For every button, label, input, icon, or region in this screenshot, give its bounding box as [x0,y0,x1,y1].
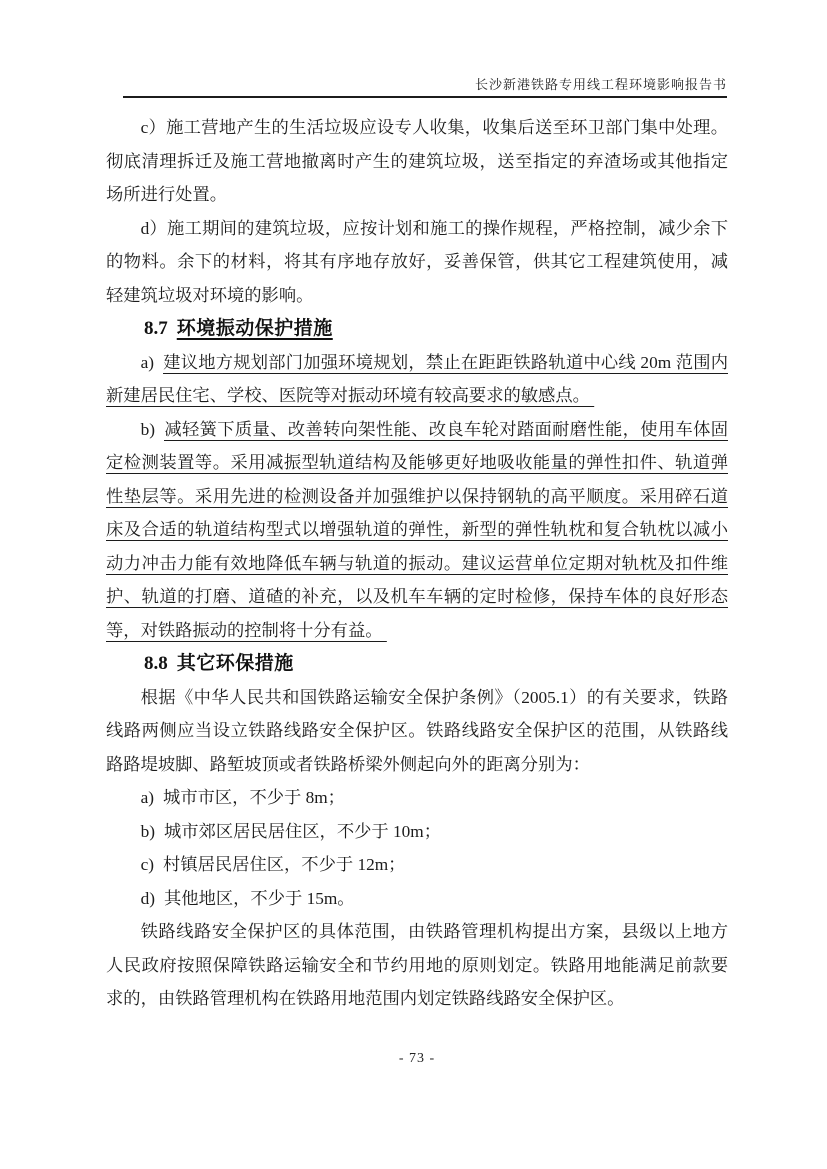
paragraph-waste-c: c）施工营地产生的生活垃圾应设专人收集，收集后送至环卫部门集中处理。彻底清理拆迁及施工营地撤离时产生的建筑垃圾，送至指定的弃渣场或其他指定场所进行处置。 [106,118,728,204]
document-body [106,111,728,1016]
vibration-measure-item-b [106,413,728,648]
list-marker: b) [140,419,155,439]
list-marker: a) [140,788,155,807]
safety-distance-item [106,781,728,815]
page-footer [106,1051,728,1067]
safety-distance-item [106,848,728,882]
paragraph-safety-final: 铁路线路安全保护区的具体范围，由铁路管理机构提出方案，县级以上地方人民政府按照保障铁路运输安全和节约用地的原则划定。铁路用地能满足前款要求的，由铁路管理机构在铁路用地范围内划定铁路线路安全保护区。 [106,922,728,1008]
list-item-text: 城市郊区居民居住区，不少于 10m； [164,821,441,841]
list-item-text: 其他地区，不少于 15m。 [164,888,355,908]
section-title: 其它环保措施 [176,653,294,674]
paragraph-waste-d: d）施工期间的建筑垃圾，应按计划和施工的操作规程，严格控制，减少余下的物料。余下的材料，将其有序地存放好，妥善保管，供其它工程建筑使用，减轻建筑垃圾对环境的影响。 [106,218,728,305]
safety-distance-item [106,815,728,849]
page-number: - 73 - [398,1051,436,1066]
list-item-text: 城市市区，不少于 8m； [163,788,345,807]
vibration-measure-item-a [106,346,728,413]
page-header-title: 长沙新港铁路专用线工程环境影响报告书 [474,77,727,92]
section-heading-8-7 [106,312,728,346]
list-marker: c) [140,855,155,874]
list-item-text: 建议地方规划部门加强环境规划，禁止在距距铁路轨道中心线 20m 范围内新建居民住宅、学校、医院等对振动环境有较高要求的敏感点。 [106,352,728,405]
section-title: 环境振动保护措施 [176,318,333,339]
safety-distance-item [106,882,728,916]
list-item-text: 村镇居民居住区，不少于 12m； [163,855,406,874]
section-number: 8.7 [144,318,168,339]
list-marker: a) [140,352,155,372]
header-rule [123,96,727,98]
list-marker: b) [140,821,155,841]
list-item-text: 减轻簧下质量、改善转向架性能、改良车轮对踏面耐磨性能，使用车体固定检测装置等。采用减振型轨道结构及能够更好地吸收能量的弹性扣件、轨道弹性垫层等。采用先进的检测设备并加强维护以保持钢轨的高平顺度。采用碎石道床及合适的轨道结构型式以增强轨道的弹性，新型的弹性轨枕和复合轨枕以减小动力冲击力能有效地降低车辆与轨道的振动。建议运营单位定期对轨枕及扣件维护、轨道的打磨、道碴的补充，以及机车车辆的定时检修，保持车体的良好形态等，对铁路振动的控制将十分有益。 [106,419,728,640]
section-heading-8-8 [106,647,728,681]
section-number: 8.8 [144,653,168,674]
paragraph-safety-intro: 根据《中华人民共和国铁路运输安全保护条例》（2005.1）的有关要求，铁路线路两侧应当设立铁路线路安全保护区。铁路线路安全保护区的范围，从铁路线路路堤坡脚、路堑坡顶或者铁路桥梁外侧起向外的距离分别为： [106,687,728,774]
list-marker: d) [140,888,155,908]
